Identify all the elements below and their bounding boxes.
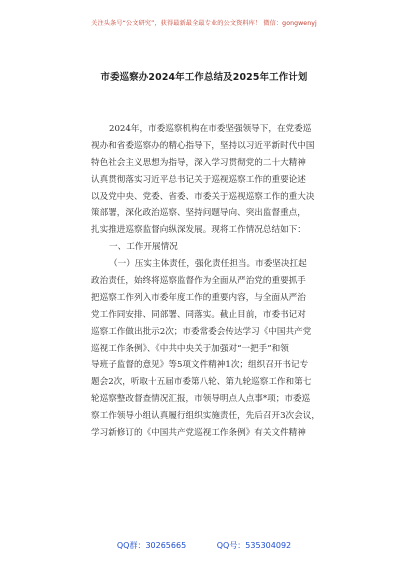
body-line: 把巡察工作列入市委年度工作的重要内容，与全面从严治 <box>91 292 306 303</box>
body-line: 党工作同安排、同部署、同落实。截止目前，市委书记对 <box>91 309 306 320</box>
body-line: 察工作领导小组认真履行组织实施责任，先后召开3次会议， <box>91 411 320 422</box>
body-line: 巡察工作做出批示2次；市委常委会传达学习《中国共产党 <box>91 326 312 337</box>
body-line: 策部署，深化政治巡察、坚持问题导向、突出监督重点， <box>91 208 306 219</box>
body-line: 学习新修订的《中国共产党巡视工作条例》有关文件精神 <box>91 428 306 439</box>
body-line: 视办和省委巡察办的精心指导下，坚持以习近平新时代中国 <box>91 140 315 151</box>
body-line: 2024年，市委巡察机构在市委坚强领导下，在党委巡 <box>109 124 312 134</box>
body-line: 政治责任，始终将巡察监督作为全面从严治党的重要抓手 <box>91 276 306 287</box>
qq-group-text: QQ群：30265665 <box>116 541 187 550</box>
header-banner: 关注头条号“公文研究”，获得最新最全最专业的公文资料库！ 微信：gongwenyj <box>91 20 317 27</box>
section-heading: 一、工作开展情况 <box>109 242 178 253</box>
body-line: 以及党中央、党委、省委、市委关于巡视巡察工作的重大决 <box>91 191 315 202</box>
body-line: 导班子监督的意见》等5项文件精神1次；组织召开书记专 <box>91 360 309 371</box>
qq-number-text: QQ号：535304092 <box>216 541 292 550</box>
body-line: 题会2次，听取十五届市委第八轮、第九轮巡察工作和第七 <box>91 377 312 388</box>
body-line: 轮巡察整改督查情况汇报，市领导明点人点事*项；市委巡 <box>91 394 311 405</box>
body-line: （一）压实主体责任，强化责任担当。市委坚决扛起 <box>109 259 307 270</box>
footer-banner <box>0 540 408 551</box>
document-title: 市委巡察办2024年工作总结及2025年工作计划 <box>100 72 308 83</box>
body-line: 巡视工作条例》、《中共中央关于加强对“一把手”和领 <box>91 343 289 354</box>
body-line: 特色社会主义思想为指导，深入学习贯彻党的二十大精神 <box>91 157 306 168</box>
body-line: 认真贯彻落实习近平总书记关于巡视巡察工作的重要论述 <box>91 174 306 185</box>
body-line: 扎实推进巡察监督向纵深发展。现将工作情况总结如下： <box>91 225 306 236</box>
document-body <box>91 121 327 442</box>
